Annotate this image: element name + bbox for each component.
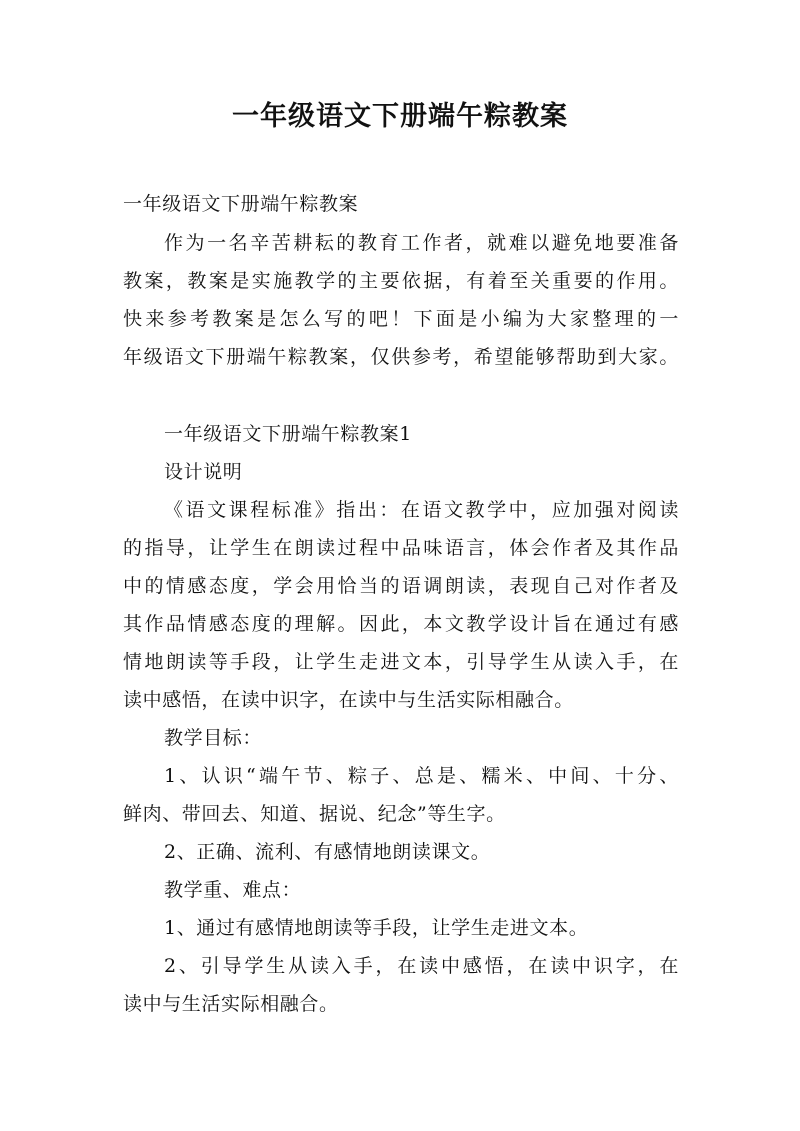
intro-line: 快来参考教案是怎么写的吧！下面是小编为大家整理的一 (123, 308, 679, 330)
design-text-line: 的指导，让学生在朗读过程中品味语言，体会作者及其作品 (123, 537, 679, 559)
goal-1-line: 1、认识“端午节、粽子、总是、糯米、中间、十分、 (164, 765, 679, 787)
design-text-line: 《语文课程标准》指出：在语文教学中，应加强对阅读 (164, 499, 679, 521)
design-text-line: 中的情感态度，学会用恰当的语调朗读，表现自己对作者及 (123, 575, 679, 597)
goal-1-line: 鲜肉、带回去、知道、据说、纪念”等生字。 (123, 803, 506, 825)
key-point-2-line: 2、引导学生从读入手，在读中感悟，在读中识字，在 (164, 955, 679, 977)
intro-line: 年级语文下册端午粽教案，仅供参考，希望能够帮助到大家。 (123, 346, 679, 368)
document-subtitle: 一年级语文下册端午粽教案 (123, 193, 359, 215)
key-points-heading: 教学重、难点： (164, 879, 302, 901)
intro-line: 教案，教案是实施教学的主要依据，有着至关重要的作用。 (123, 270, 679, 292)
goal-2: 2、正确、流利、有感情地朗读课文。 (164, 841, 491, 863)
document-title: 一年级语文下册端午粽教案 (232, 101, 568, 132)
design-heading: 设计说明 (164, 461, 243, 483)
design-text-line: 其作品情感态度的理解。因此，本文教学设计旨在通过有感 (123, 613, 679, 635)
key-point-1: 1、通过有感情地朗读等手段，让学生走进文本。 (164, 917, 589, 939)
intro-line: 作为一名辛苦耕耘的教育工作者，就难以避免地要准备 (164, 232, 679, 254)
goals-heading: 教学目标： (164, 727, 263, 749)
design-text-line: 情地朗读等手段，让学生走进文本，引导学生从读入手，在 (123, 651, 679, 673)
design-text-line: 读中感悟，在读中识字，在读中与生活实际相融合。 (123, 689, 574, 711)
section-heading: 一年级语文下册端午粽教案1 (164, 423, 412, 445)
key-point-2-line: 读中与生活实际相融合。 (123, 993, 339, 1015)
